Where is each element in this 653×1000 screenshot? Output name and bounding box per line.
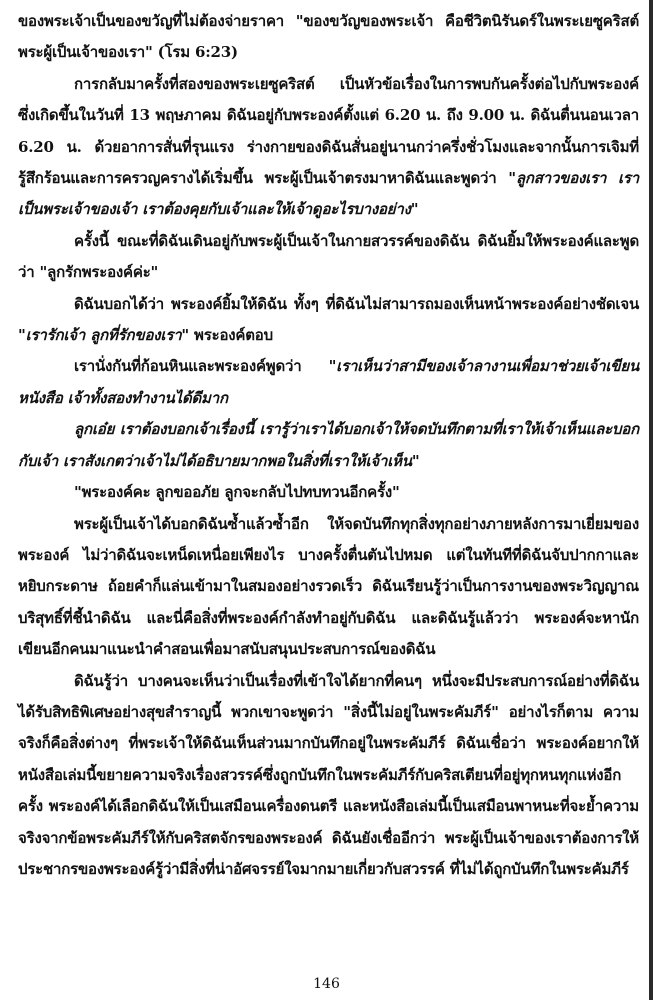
paragraph-text: เรานั่งกันที่ก้อนหินและพระองค์พูดว่า [74, 357, 329, 376]
quoted-speech: "ลูกสาวของเรา เราเป็นพระเจ้าของเจ้า เราต้องคุยกับเจ้าและให้เจ้าดูอะไรบางอย่าง" [18, 169, 639, 219]
paragraph-text: พระองค์ตอบ [189, 326, 273, 345]
paragraph-text: ครั้งนี้ ขณะที่ดิฉันเดินอยู่กับพระผู้เป็นเจ้าในกายสวรรค์ของดิฉัน ดิฉันยิ้มให้พระองค์และพูดว่า "ลูกรักพระองค์ค่ะ" [18, 231, 639, 282]
paragraph [18, 509, 639, 666]
quoted-speech: "เรารักเจ้า ลูกที่รักของเรา" [18, 326, 190, 345]
paragraph [18, 414, 639, 477]
paragraph-text: "พระองค์คะ ลูกขออภัย ลูกจะกลับไปทบทวนอีกครั้ง" [74, 483, 400, 502]
paragraph [18, 666, 639, 886]
page-edge-shadow [649, 0, 653, 1000]
paragraph [18, 226, 639, 289]
body-text [18, 6, 639, 885]
paragraph-text: ของพระเจ้าเป็นของขวัญที่ไม่ต้องจ่ายราคา "ของขวัญของพระเจ้า คือชีวิตนิรันดร์ในพระเยซูคริสต์พระผู้เป็นเจ้าของเรา" (โรม 6:23) [18, 12, 639, 62]
paragraph [18, 69, 639, 226]
paragraph [18, 351, 639, 414]
quoted-speech: "เราเห็นว่าสามีของเจ้าลางานเพื่อมาช่วยเจ้าเขียนหนังสือ เจ้าทั้งสองทำงานได้ดีมาก [18, 357, 639, 407]
paragraph [18, 6, 639, 69]
paragraph [18, 289, 639, 352]
paragraph-text: พระผู้เป็นเจ้าได้บอกดิฉันซ้ำแล้วซ้ำอีก ให้จดบันทึกทุกสิ่งทุกอย่างภายหลังการมาเยี่ยมของพระองค์ ไม่ว่าดิฉันจะเหน็ดเหนื่อยเพียงไร บางครั้งตื่นตันไปหมด แต่ในทันทีที่ดิฉันจับปากกาและหยิบกระดาษ ถ้อยคำก็แล่นเข้ามาในสมองอย่างรวดเร็ว ดิฉันเรียนรู้ว่าเป็นการงานของพระวิญญาณบริสุทธิ์ที่ชี้นำดิฉัน และนี่คือสิ่งที่พระองค์กำลังทำอยู่กับดิฉัน และดิฉันรู้แล้วว่า พระองค์จะหานักเขียนอีกคนมาแนะนำคำสอนเพื่อมาสนับสนุนประสบการณ์ของดิฉัน [18, 514, 639, 659]
paragraph-text: ดิฉันบอกได้ว่า พระองค์ยิ้มให้ดิฉัน ทั้งๆ ที่ดิฉันไม่สามารถมองเห็นหน้าพระองค์อย่างชัดเจน [74, 294, 639, 313]
paragraph [18, 477, 639, 508]
paragraph-text: ดิฉันรู้ว่า บางคนจะเห็นว่าเป็นเรื่องที่เข้าใจได้ยากที่คนๆ หนึ่งจะมีประสบการณ์อย่างที่ดิฉันได้รับสิทธิพิเศษอย่างสุขสำราญนี้ พวกเขาจะพูดว่า "สิ่งนี้ไม่อยู่ในพระคัมภีร์" อย่างไรก็ตาม ความจริงก็คือสิ่งต่างๆ ที่พระเจ้าให้ดิฉันเห็นส่วนมากบันทึกอยู่ในพระคัมภีร์ ดิฉันเชื่อว่า พระองค์อยากให้หนังสือเล่มนี้ขยายความจริงเรื่องสวรรค์ซึ่งถูกบันทึกในพระคัมภีร์กับคริสเตียนที่อยู่ทุกหนทุกแห่งอีกครั้ง พระองค์ได้เลือกดิฉันให้เป็นเสมือนเครื่องดนตรี และหนังสือเล่มนี้เป็นเสมือนพาหนะที่จะย้ำความจริงจากข้อพระคัมภีร์ให้กับคริสตจักรของพระองค์ ดิฉันยังเชื่ออีกว่า พระผู้เป็นเจ้าของเราต้องการให้ประชากรของพระองค์รู้ว่ามีสิ่งที่น่าอัศจรรย์ใจมากมายเกี่ยวกับสวรรค์ ที่ไม่ได้ถูกบันทึกในพระคัมภีร์ [18, 671, 639, 878]
paragraph-text: การกลับมาครั้งที่สองของพระเยซูคริสต์ เป็นหัวข้อเรื่องในการพบกันครั้งต่อไปกับพระองค์ ซึ่งเกิดขึ้นในวันที่ 13 พฤษภาคม ดิฉันอยู่กับพระองค์ตั้งแต่ 6.20 น. ถึง 9.00 น. ดิฉันตื่นนอนเวลา 6.20 น. ด้วยอาการสั่นที่รุนแรง ร่างกายของดิฉันสั่นอยู่นานกว่าครึ่งชั่วโมงและจากนั้นการเจิมที่รู้สึกร้อนและการครวญครางได้เริ่มขึ้น พระผู้เป็นเจ้าตรงมาหาดิฉันและพูดว่า [18, 74, 639, 188]
page-number: 146 [313, 976, 340, 992]
quoted-speech: ลูกเอ๋ย เราต้องบอกเจ้าเรื่องนี้ เรารู้ว่าเราได้บอกเจ้าให้จดบันทึกตามที่เราให้เจ้าเห็นและบอกกับเจ้า เราสังเกตว่าเจ้าไม่ได้อธิบายมากพอในสิ่งที่เราให้เจ้าเห็น" [18, 420, 639, 470]
